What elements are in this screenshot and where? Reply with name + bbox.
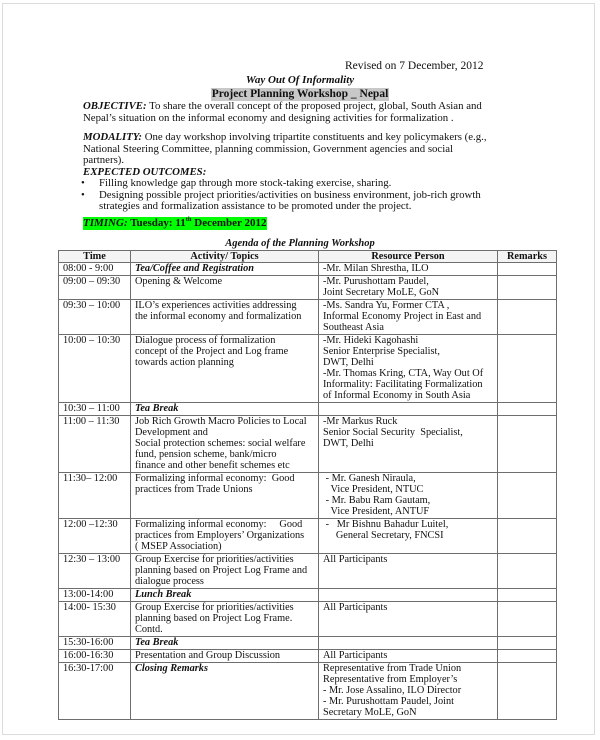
resource-line: -Mr. Milan Shrestha, ILO	[323, 262, 429, 274]
outcome-text: strategies and formalization assistance to be promoted under the project.	[99, 200, 412, 212]
agenda-activity-cell	[131, 553, 319, 588]
agenda-activity-cell	[131, 649, 319, 662]
agenda-resource-cell	[319, 636, 498, 649]
outcome-item	[76, 178, 516, 190]
agenda-body	[59, 262, 557, 719]
agenda-resource-cell	[319, 275, 498, 299]
activity-line: Job Rich Growth Macro Policies to Local	[135, 415, 307, 427]
resource-line: -Mr Markus Ruck	[323, 415, 398, 427]
agenda-resource-cell	[319, 588, 498, 601]
agenda-resource-cell	[319, 649, 498, 662]
agenda-resource-cell	[319, 553, 498, 588]
resource-line: -Mr. Hideki Kagohashi	[323, 334, 419, 346]
agenda-activity-cell	[131, 275, 319, 299]
agenda-remarks-cell	[498, 636, 557, 649]
agenda-remarks-cell	[498, 649, 557, 662]
revised-date: Revised on 7 December, 2012	[345, 60, 484, 72]
activity-line: fund, pension scheme, bank/micro	[135, 448, 277, 460]
agenda-time-cell: 10:30 – 11:00	[59, 402, 131, 415]
resource-line: All Participants	[323, 649, 388, 661]
agenda-row	[59, 518, 557, 553]
activity-line: Tea/Coffee and Registration	[135, 262, 254, 274]
activity-line: the informal economy and formalization	[135, 310, 302, 322]
column-header-activity: Activity/ Topics	[131, 250, 319, 262]
objective-section	[83, 101, 513, 124]
bullet-icon: •	[81, 177, 85, 189]
column-header-resource: Resource Person	[319, 250, 498, 262]
outcome-text: Designing possible project priorities/activities on business environment, job-rich growth	[99, 188, 481, 201]
activity-line: Development and	[135, 426, 208, 438]
resource-line: Representative from Trade Union	[323, 662, 462, 674]
agenda-resource-cell	[319, 402, 498, 415]
resource-line: - Mr. Purushottam Paudel, Joint	[323, 695, 454, 707]
agenda-row	[59, 299, 557, 334]
timing-wrap	[83, 215, 600, 230]
agenda-activity-cell	[131, 662, 319, 719]
agenda-activity-cell	[131, 636, 319, 649]
agenda-time-cell: 08:00 - 9:00	[59, 262, 131, 275]
agenda-remarks-cell	[498, 601, 557, 636]
activity-line: Formalizing informal economy: Good	[135, 518, 303, 530]
modality-section	[83, 132, 513, 167]
agenda-time-cell: 09:30 – 10:00	[59, 299, 131, 334]
bullet-icon: •	[81, 188, 85, 201]
activity-line: planning based on Project Log Frame and	[135, 564, 308, 576]
modality-text-line-2: National Steering Committee, planning commission, Government agencies and social	[83, 142, 454, 155]
outcome-text: Filling knowledge gap through more stock-taking exercise, sharing.	[99, 177, 392, 189]
agenda-remarks-cell	[498, 588, 557, 601]
activity-line: practices from Employers’ Organizations	[135, 529, 305, 541]
agenda-activity-cell	[131, 472, 319, 518]
agenda-time-cell: 16:00-16:30	[59, 649, 131, 662]
agenda-time-cell: 16:30-17:00	[59, 662, 131, 719]
resource-line: of Informal Economy in South Asia	[323, 389, 471, 401]
agenda-row	[59, 553, 557, 588]
agenda-row	[59, 415, 557, 472]
agenda-remarks-cell	[498, 402, 557, 415]
agenda-time-cell: 12:00 –12:30	[59, 518, 131, 553]
activity-line: towards action planning	[135, 356, 234, 368]
agenda-remarks-cell	[498, 662, 557, 719]
resource-line: Joint Secretary MoLE, GoN	[323, 286, 440, 298]
resource-line: Vice President, NTUC	[323, 483, 424, 495]
resource-line: Southeast Asia	[323, 321, 384, 333]
agenda-remarks-cell	[498, 275, 557, 299]
resource-line: Informal Economy Project in East and	[323, 310, 482, 322]
outcomes-list	[76, 178, 516, 213]
resource-line: Representative from Employer’s	[323, 673, 458, 685]
resource-line: - Mr Bishnu Bahadur Luitel,	[323, 518, 449, 530]
agenda-row	[59, 472, 557, 518]
activity-line: concept of the Project and Log frame	[135, 345, 289, 357]
resource-line: DWT, Delhi	[323, 356, 374, 368]
agenda-activity-cell	[131, 402, 319, 415]
agenda-remarks-cell	[498, 518, 557, 553]
activity-line: Contd.	[135, 623, 163, 635]
activity-line: ILO’s experiences activities addressing	[135, 299, 297, 311]
resource-line: -Ms. Sandra Yu, Former CTA ,	[323, 299, 450, 311]
document-title: Project Planning Workshop _ Nepal	[211, 88, 389, 100]
agenda-activity-cell	[131, 262, 319, 275]
outcomes-label: EXPECTED OUTCOMES:	[83, 165, 207, 178]
resource-line: - Mr. Babu Ram Gautam,	[323, 494, 431, 506]
agenda-activity-cell	[131, 299, 319, 334]
agenda-row	[59, 402, 557, 415]
objective-text-line-1: To share the overall concept of the proposed project, global, South Asian and	[149, 100, 482, 112]
agenda-remarks-cell	[498, 553, 557, 588]
resource-line: -Mr. Thomas Kring, CTA, Way Out Of	[323, 367, 484, 379]
agenda-time-cell: 15:30-16:00	[59, 636, 131, 649]
agenda-row	[59, 649, 557, 662]
timing-day-suffix: th	[185, 215, 192, 223]
activity-line: planning based on Project Log Frame.	[135, 612, 293, 624]
agenda-activity-cell	[131, 601, 319, 636]
agenda-resource-cell	[319, 262, 498, 275]
agenda-time-cell: 13:00-14:00	[59, 588, 131, 601]
agenda-time-cell: 10:00 – 10:30	[59, 334, 131, 402]
objective-label: OBJECTIVE:	[83, 100, 147, 112]
column-header-remarks: Remarks	[498, 250, 557, 262]
agenda-time-cell: 11:00 – 11:30	[59, 415, 131, 472]
resource-line: All Participants	[323, 601, 388, 613]
agenda-table	[58, 250, 557, 720]
document-title-wrap	[0, 86, 600, 101]
timing-highlight	[83, 217, 267, 230]
agenda-row	[59, 275, 557, 299]
agenda-resource-cell	[319, 662, 498, 719]
agenda-row	[59, 588, 557, 601]
column-header-time: Time	[59, 250, 131, 262]
agenda-activity-cell	[131, 518, 319, 553]
modality-text-line-1: One day workshop involving tripartite constituents and key policymakers (e.g.,	[144, 131, 487, 143]
agenda-row	[59, 636, 557, 649]
activity-line: Opening & Welcome	[135, 275, 223, 287]
agenda-row	[59, 262, 557, 275]
resource-line: Secretary MoLE, GoN	[323, 706, 417, 718]
objective-line-1	[83, 101, 513, 113]
resource-line: -Mr. Purushottam Paudel,	[323, 275, 429, 287]
agenda-resource-cell	[319, 334, 498, 402]
resource-line: - Mr. Jose Assalino, ILO Director	[323, 684, 462, 696]
activity-line: dialogue process	[135, 575, 204, 587]
agenda-row	[59, 601, 557, 636]
resource-line: Vice President, ANTUF	[323, 505, 430, 517]
activity-line: Group Exercise for priorities/activities	[135, 553, 294, 565]
agenda-title: Agenda of the Planning Workshop	[225, 237, 375, 249]
activity-line: practices from Trade Unions	[135, 483, 253, 495]
modality-label: MODALITY:	[83, 131, 142, 143]
activity-line: Group Exercise for priorities/activities	[135, 601, 294, 613]
resource-line: Senior Social Security Specialist,	[323, 426, 463, 438]
resource-line: General Secretary, FNCSI	[323, 529, 444, 541]
agenda-activity-cell	[131, 334, 319, 402]
activity-line: Formalizing informal economy: Good	[135, 472, 295, 484]
activity-line: Closing Remarks	[135, 662, 208, 674]
agenda-remarks-cell	[498, 299, 557, 334]
agenda-resource-cell	[319, 299, 498, 334]
agenda-row	[59, 334, 557, 402]
timing-day: Tuesday: 11	[130, 216, 186, 229]
activity-line: Tea Break	[135, 402, 179, 414]
activity-line: Social protection schemes: social welfare	[135, 437, 306, 449]
modality-text-line-3: partners).	[83, 154, 125, 166]
document-subtitle: Way Out Of Informality	[245, 74, 355, 86]
outcome-item	[76, 190, 516, 213]
agenda-remarks-cell	[498, 415, 557, 472]
agenda-activity-cell	[131, 415, 319, 472]
activity-line: Dialogue process of formalization	[135, 334, 276, 346]
resource-line: Informality: Facilitating Formalization	[323, 378, 483, 390]
agenda-header-row	[59, 250, 557, 262]
agenda-resource-cell	[319, 518, 498, 553]
agenda-remarks-cell	[498, 472, 557, 518]
timing-date: December 2012	[191, 216, 267, 229]
resource-line: - Mr. Ganesh Niraula,	[323, 472, 416, 484]
agenda-activity-cell	[131, 588, 319, 601]
agenda-time-cell: 12:30 – 13:00	[59, 553, 131, 588]
modality-line-1	[83, 132, 513, 144]
agenda-resource-cell	[319, 601, 498, 636]
agenda-remarks-cell	[498, 334, 557, 402]
activity-line: finance and other benefit schemes etc	[135, 459, 290, 471]
resource-line: All Participants	[323, 553, 388, 565]
resource-line: Senior Enterprise Specialist,	[323, 345, 440, 357]
resource-line: DWT, Delhi	[323, 437, 374, 449]
activity-line: Lunch Break	[135, 588, 192, 600]
activity-line: ( MSEP Association)	[135, 540, 222, 552]
objective-text-line-2: Nepal’s situation on the informal economy and designing activities for formalization .	[83, 111, 454, 124]
agenda-row	[59, 662, 557, 719]
agenda-resource-cell	[319, 415, 498, 472]
timing-label: TIMING:	[83, 216, 128, 229]
agenda-remarks-cell	[498, 262, 557, 275]
activity-line: Tea Break	[135, 636, 179, 648]
agenda-time-cell: 11:30– 12:00	[59, 472, 131, 518]
agenda-time-cell: 14:00- 15:30	[59, 601, 131, 636]
activity-line: Presentation and Group Discussion	[135, 649, 280, 661]
agenda-time-cell: 09:00 – 09:30	[59, 275, 131, 299]
agenda-resource-cell	[319, 472, 498, 518]
